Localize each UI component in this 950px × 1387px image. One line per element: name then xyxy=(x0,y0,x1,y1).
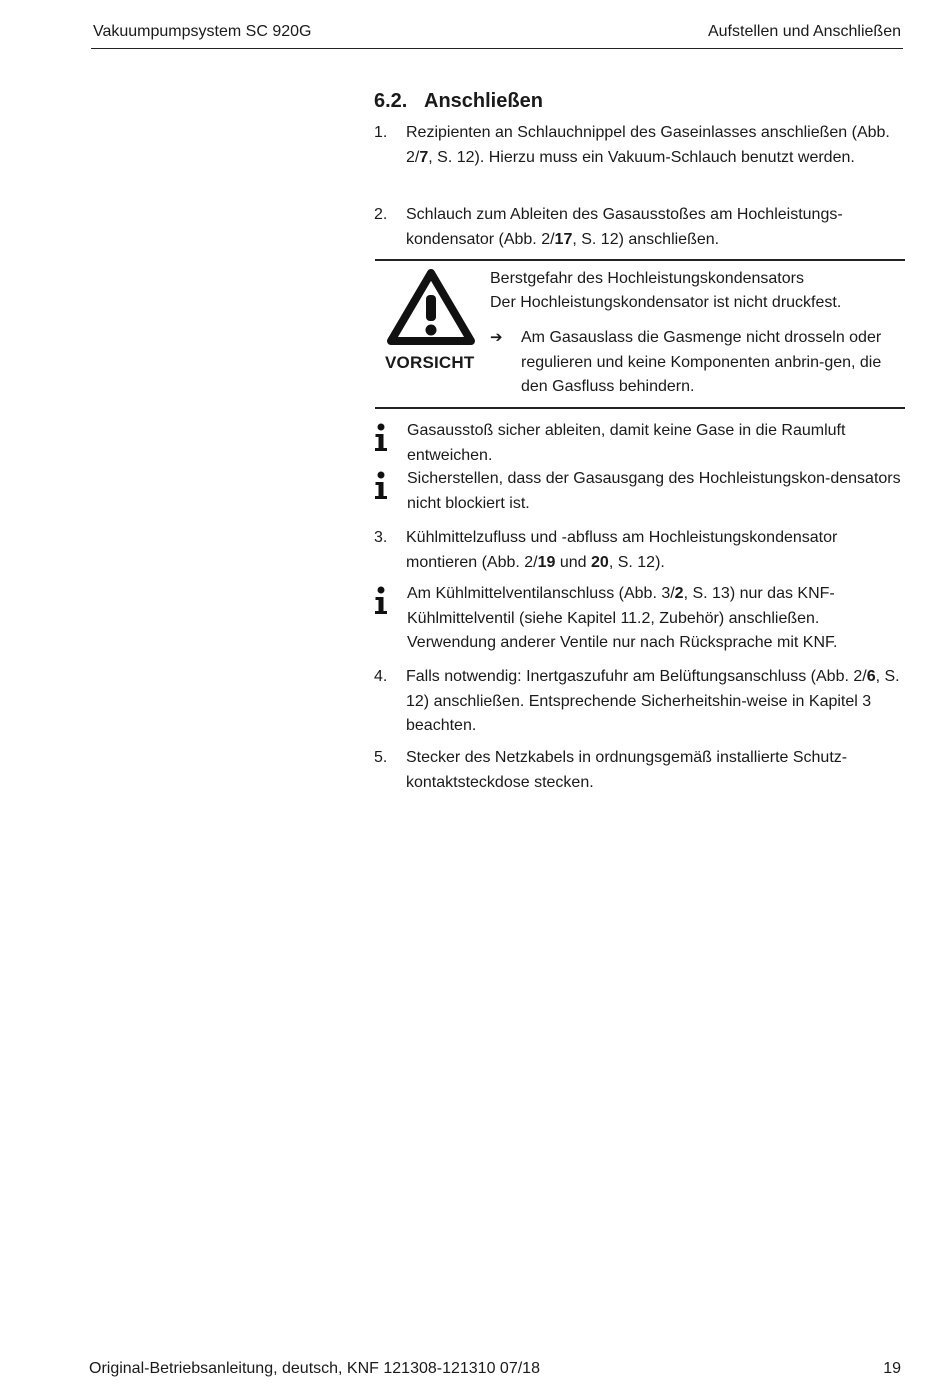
info-text-part: Am Kühlmittelventilanschluss (Abb. 3/ xyxy=(407,585,675,602)
warning-rule-bottom xyxy=(375,407,905,409)
info-icon xyxy=(374,423,388,453)
info-note-3 xyxy=(374,582,904,656)
step-text xyxy=(406,665,904,739)
step-text-part: und xyxy=(555,553,592,571)
step-4 xyxy=(374,665,904,739)
warning-rule-top xyxy=(375,259,905,261)
step-number: 3. xyxy=(374,529,388,546)
step-text-part: , S. 12). xyxy=(608,553,665,571)
section-number: 6.2. xyxy=(374,90,408,112)
step-text xyxy=(406,121,904,170)
step-text-part: , S. 12). Hierzu muss ein Vakuum-Schlauch benutzt werden. xyxy=(428,148,855,166)
page-number: 19 xyxy=(883,1360,901,1377)
step-ref-bold: 17 xyxy=(554,230,573,248)
info-note-text xyxy=(407,582,904,656)
step-5 xyxy=(374,746,904,795)
running-header-left: Vakuumpumpsystem SC 920G xyxy=(93,23,312,40)
warning-box xyxy=(375,259,905,409)
step-text-part: Rezipienten an Schlauchnippel des Gaseinlasses anschließen (Abb. 2/ xyxy=(406,124,890,166)
info-note-text: Sicherstellen, dass der Gasausgang des Hochleistungskon-densators nicht blockiert ist. xyxy=(407,470,901,512)
step-text xyxy=(406,203,904,252)
warning-action-text: Am Gasauslass die Gasmenge nicht drosseln oder regulieren und keine Komponenten anbrin-gen, die den Gasfluss behindern. xyxy=(521,329,882,395)
info-note-text: Gasausstoß sicher ableiten, damit keine Gase in die Raumluft entweichen. xyxy=(407,422,846,464)
arrow-right-icon: ➔ xyxy=(490,329,503,346)
step-text-part: Kühlmittelzufluss und -abfluss am Hochleistungskondensator montieren (Abb. 2/ xyxy=(406,529,838,571)
step-number: 1. xyxy=(374,124,388,141)
warning-triangle-icon xyxy=(385,267,477,347)
warning-description: Der Hochleistungskondensator ist nicht druckfest. xyxy=(490,294,842,311)
warning-text xyxy=(490,267,905,315)
step-ref-bold: 6 xyxy=(866,668,876,685)
step-text-part: , S. 12) anschließen. xyxy=(572,230,720,248)
running-header-right: Aufstellen und Anschließen xyxy=(707,23,901,40)
step-2 xyxy=(374,203,904,252)
header-divider xyxy=(91,48,903,49)
warning-title: Berstgefahr des Hochleistungskondensators xyxy=(490,270,804,287)
info-icon xyxy=(374,471,388,501)
step-ref-bold: 7 xyxy=(419,148,429,166)
step-1 xyxy=(374,121,904,170)
step-ref-bold: 20 xyxy=(591,553,609,571)
warning-label: VORSICHT xyxy=(385,353,475,372)
step-number: 5. xyxy=(374,749,388,766)
step-text-part: Schlauch zum Ableiten des Gasausstoßes am Hochleistungs-kondensator (Abb. 2/ xyxy=(406,206,843,248)
info-ref-bold: 2 xyxy=(674,585,684,602)
step-text xyxy=(406,526,904,575)
step-text: Stecker des Netzkabels in ordnungsgemäß installierte Schutz-kontaktsteckdose stecken. xyxy=(406,749,848,791)
step-3 xyxy=(374,526,904,575)
info-icon xyxy=(374,586,388,616)
step-text-part: Falls notwendig: Inertgaszufuhr am Belüftungsanschluss (Abb. 2/ xyxy=(406,668,867,685)
step-number: 4. xyxy=(374,668,388,685)
info-note-1 xyxy=(374,419,904,468)
step-ref-bold: 19 xyxy=(537,553,556,571)
section-title: Anschließen xyxy=(424,90,543,112)
step-text-part: , S. 12) anschließen. Entsprechende Sicherheitshin-weise in Kapitel 3 beachten. xyxy=(406,668,900,734)
info-text-part: , S. 13) nur das KNF-Kühlmittelventil (siehe Kapitel 11.2, Zubehör) anschließen. Verwendung anderer Ventile nur nach Rücksprache mit KNF. xyxy=(407,585,838,651)
info-note-2 xyxy=(374,467,904,516)
section-heading xyxy=(374,89,543,113)
step-number: 2. xyxy=(374,206,388,223)
warning-action xyxy=(490,326,905,400)
running-footer: Original-Betriebsanleitung, deutsch, KNF 121308-121310 07/18 xyxy=(89,1360,540,1377)
